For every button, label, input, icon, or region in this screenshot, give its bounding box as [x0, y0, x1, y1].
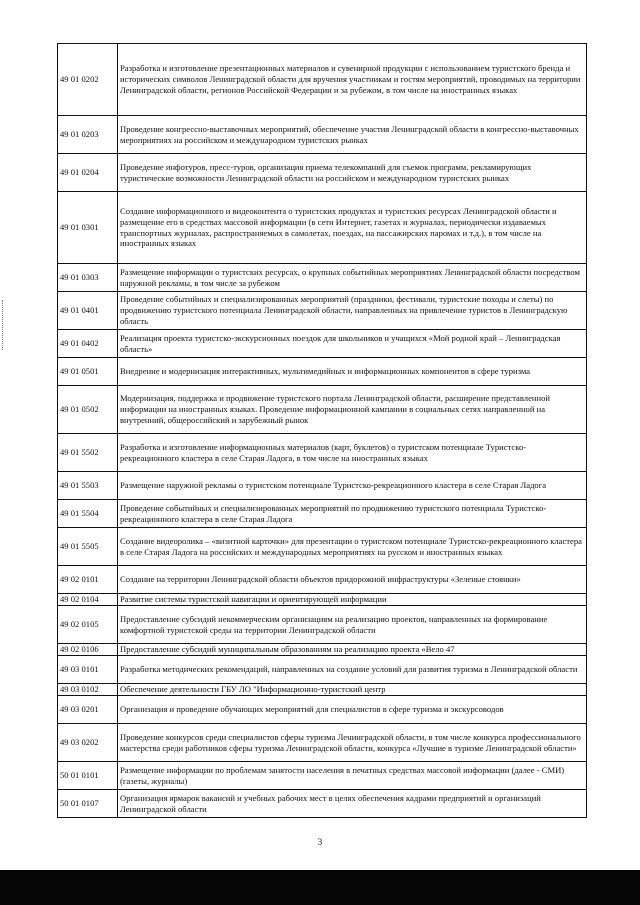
table-row	[58, 762, 587, 790]
row-description: Создание на территории Ленинградской области объектов придорожной инфраструктуры «Зеленые стоянки»	[118, 566, 587, 594]
table-row	[58, 154, 587, 192]
table-row	[58, 696, 587, 724]
row-code: 49 01 0202	[58, 44, 118, 116]
row-code: 50 01 0107	[58, 790, 118, 818]
table-row	[58, 434, 587, 472]
table-row	[58, 528, 587, 566]
table-row	[58, 192, 587, 264]
row-code: 49 01 0501	[58, 358, 118, 386]
row-description: Предоставление субсидий муниципальным образованиям на реализацию проекта «Вело 47	[118, 644, 587, 656]
row-code: 49 01 5503	[58, 472, 118, 500]
row-description: Разработка и изготовление презентационных материалов и сувенирной продукции с использованием туристского бренда и исторических символов Ленинградской области для вручения участникам и гостям мероприятий, проводимых на территории Ленинградской области, регионов Российской Федерации и за рубежом, в том числе на иностранных языках	[118, 44, 587, 116]
row-description: Размещение наружной рекламы о туристском потенциале Туристско-рекреационного кластера в селе Старая Ладога	[118, 472, 587, 500]
budget-codes-table	[57, 43, 587, 818]
row-code: 49 01 0301	[58, 192, 118, 264]
table-row	[58, 644, 587, 656]
table-row	[58, 386, 587, 434]
row-code: 49 01 0204	[58, 154, 118, 192]
row-description: Внедрение и модернизация интерактивных, мультимедийных и информационных компонентов в сфере туризма	[118, 358, 587, 386]
row-description: Организация ярмарок вакансий и учебных рабочих мест в целях обеспечения кадрами предприятий и организаций Ленинградской области	[118, 790, 587, 818]
row-code: 49 01 5505	[58, 528, 118, 566]
row-description: Организация и проведение обучающих мероприятий для специалистов в сфере туризма и экскурсоводов	[118, 696, 587, 724]
table-row	[58, 594, 587, 606]
row-description: Размещение информации по проблемам занятости населения в печатных средствах массовой информации (далее - СМИ) (газеты, журналы)	[118, 762, 587, 790]
scan-bottom-border	[0, 870, 640, 905]
table-row	[58, 606, 587, 644]
row-description: Обеспечение деятельности ГБУ ЛО "Информационно-туристский центр	[118, 684, 587, 696]
row-code: 49 01 0401	[58, 292, 118, 330]
table-row	[58, 684, 587, 696]
table-row	[58, 790, 587, 818]
table-row	[58, 116, 587, 154]
row-description: Предоставление субсидий некоммерческим организациям на реализацию проектов, направленных на формирование комфортной туристской среды на территории Ленинградской области	[118, 606, 587, 644]
row-description: Создание видеоролика – «визитной карточки» для презентации о туристском потенциале Туристско-рекреационного кластера в селе Старая Ладога на российских и международных мероприятиях на русском и иностранных языках	[118, 528, 587, 566]
table-row	[58, 566, 587, 594]
row-code: 49 01 0203	[58, 116, 118, 154]
table-row	[58, 724, 587, 762]
row-description: Развитие системы туристской навигации и ориентирующей информации	[118, 594, 587, 606]
row-description: Размещение информации о туристских ресурсах, о крупных событийных мероприятиях Ленинградской области посредством наружной рекламы, в том числе за рубежом	[118, 264, 587, 292]
scan-margin-mark	[2, 300, 6, 350]
table-row	[58, 656, 587, 684]
table-row	[58, 500, 587, 528]
row-description: Проведение конгрессно-выставочных мероприятий, обеспечение участия Ленинградской области в конгрессно-выставочных мероприятиях на российском и международном туристских рынках	[118, 116, 587, 154]
row-description: Проведение инфотуров, пресс-туров, организация приема телекомпаний для съемок программ, рекламирующих туристические возможности Ленинградской области на российском и международном туристских рынках	[118, 154, 587, 192]
table-row	[58, 358, 587, 386]
row-description: Реализация проекта туристско-экскурсионных поездок для школьников и учащихся «Мой родной край – Ленинградская область»	[118, 330, 587, 358]
table-row	[58, 264, 587, 292]
row-code: 49 02 0104	[58, 594, 118, 606]
row-code: 49 02 0105	[58, 606, 118, 644]
table-row	[58, 292, 587, 330]
row-code: 49 03 0201	[58, 696, 118, 724]
row-description: Разработка методических рекомендаций, направленных на создание условий для развития туризма в Ленинградской области	[118, 656, 587, 684]
row-code: 49 03 0101	[58, 656, 118, 684]
row-description: Создание информационного и видеоконтента о туристских продуктах и туристских ресурсах Ленинградской области и размещение его в средствах массовой информации (в сети Интернет, газетах и журналах, периодически издаваемых транспортных журналах, распространяемых в самолетах, поездах, на пассажирских паромах и т.д.), в том числе на иностранных языках	[118, 192, 587, 264]
page-number: 3	[317, 837, 323, 847]
row-description: Проведение событийных и специализированных мероприятий (праздники, фестивали, туристские походы и слеты) по продвижению туристского потенциала Ленинградской области, направленных на привлечение туристов в Ленинградскую область	[118, 292, 587, 330]
table-row	[58, 44, 587, 116]
row-code: 49 01 0402	[58, 330, 118, 358]
table-row	[58, 472, 587, 500]
row-description: Проведение событийных и специализированных мероприятий по продвижению туристского потенциала Туристско-рекреационного кластера в селе Старая Ладога	[118, 500, 587, 528]
table-body	[58, 44, 587, 818]
row-code: 49 03 0202	[58, 724, 118, 762]
row-description: Проведение конкурсов среди специалистов сферы туризма Ленинградской области, в том числе конкурса профессионального мастерства среди работников сферы туризма Ленинградской области, конкурса «Лучшие в туризме Ленинградской области»	[118, 724, 587, 762]
row-code: 49 01 0303	[58, 264, 118, 292]
row-code: 49 03 0102	[58, 684, 118, 696]
row-description: Разработка и изготовление информационных материалов (карт, буклетов) о туристском потенциале Туристско-рекреационного кластера в селе Старая Ладога, в том числе на иностранных языках	[118, 434, 587, 472]
row-code: 49 01 0502	[58, 386, 118, 434]
row-description: Модернизация, поддержка и продвижение туристского портала Ленинградской области, расширение представленной информации на иностранных языках. Проведение информационной кампании в социальных сетях направленной на внутренний, общероссийский и зарубежный рынок	[118, 386, 587, 434]
row-code: 49 01 5502	[58, 434, 118, 472]
table-row	[58, 330, 587, 358]
row-code: 49 01 5504	[58, 500, 118, 528]
row-code: 49 02 0106	[58, 644, 118, 656]
row-code: 50 01 0101	[58, 762, 118, 790]
row-code: 49 02 0101	[58, 566, 118, 594]
